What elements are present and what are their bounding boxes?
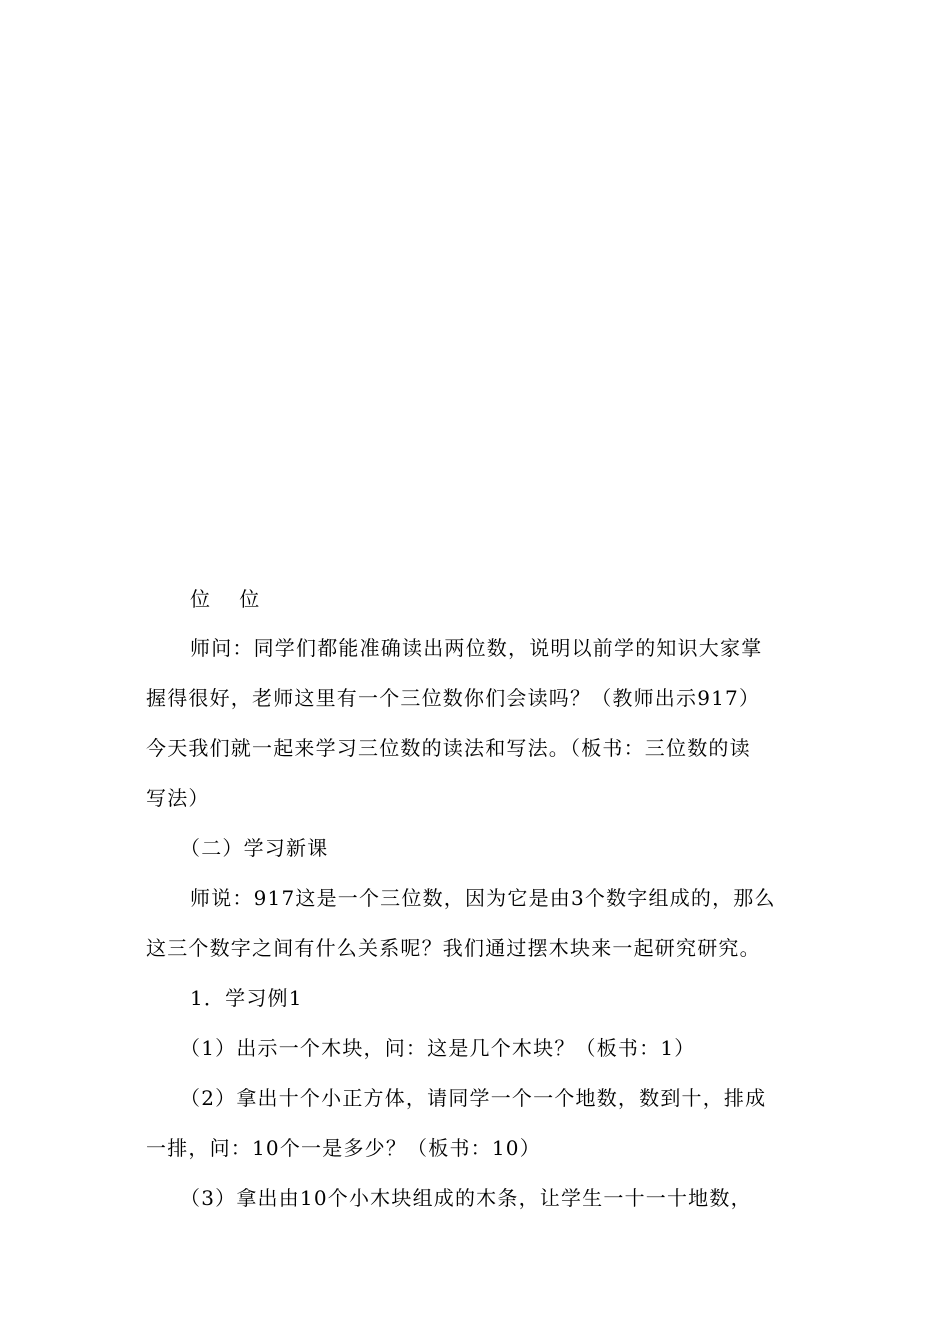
paragraph-line: 写法） xyxy=(146,786,210,810)
paragraph-line: 师说：917这是一个三位数，因为它是由3个数字组成的，那么 xyxy=(190,886,776,910)
heading-fragment: 位 xyxy=(239,587,261,611)
paragraph-line: （2）拿出十个小正方体，请同学一个一个地数，数到十，排成 xyxy=(180,1086,767,1110)
paragraph-line: 一排，问：10个一是多少？（板书：10） xyxy=(146,1136,541,1160)
paragraph-line: 这三个数字之间有什么关系呢？我们通过摆木块来一起研究研究。 xyxy=(146,936,761,960)
paragraph-line: 师问：同学们都能准确读出两位数，说明以前学的知识大家掌 xyxy=(190,636,763,660)
paragraph-line: 今天我们就一起来学习三位数的读法和写法。（板书：三位数的读 xyxy=(146,736,751,760)
paragraph-line: （二）学习新课 xyxy=(180,836,329,860)
heading-fragment-row xyxy=(190,586,260,612)
heading-fragment: 位 xyxy=(190,587,212,611)
paragraph-line: 握得很好，老师这里有一个三位数你们会读吗？（教师出示917） xyxy=(146,686,761,710)
paragraph-line: 1．学习例1 xyxy=(190,986,303,1010)
paragraph-line: （1）出示一个木块，问：这是几个木块？（板书：1） xyxy=(180,1036,696,1060)
paragraph-line: （3）拿出由10个小木块组成的木条，让学生一十一十地数， xyxy=(180,1186,752,1210)
